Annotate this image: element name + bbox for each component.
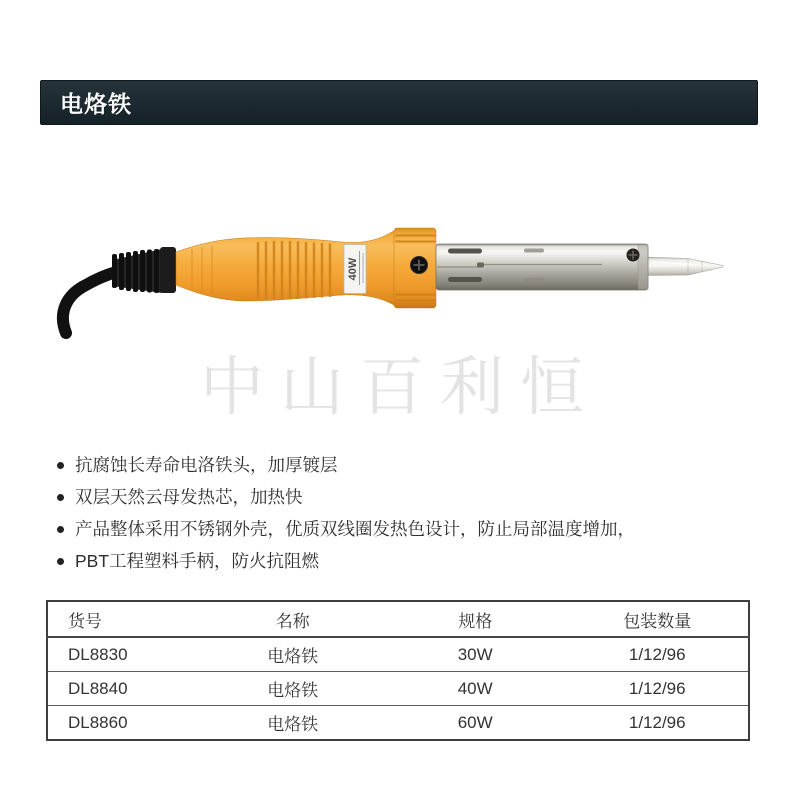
handle-grip [176,228,436,308]
cell-pack-qty: 1/12/96 [566,672,749,706]
section-title: 电烙铁 [60,91,132,117]
feature-item [40,449,760,481]
cell-item-no: DL8840 [47,672,201,706]
table-header-row [47,601,749,637]
table-row [47,706,749,741]
section-title-bar [40,80,758,125]
soldering-tip [644,257,723,276]
cell-name: 电烙铁 [201,637,384,672]
col-header-item-no: 货号 [47,601,201,637]
feature-item [40,481,760,513]
cable-boot [112,247,176,293]
cell-pack-qty: 1/12/96 [566,706,749,741]
feature-item [40,545,760,577]
col-header-name: 名称 [201,601,384,637]
feature-list [40,449,760,577]
barrel-screw [627,249,640,262]
feature-text: 双层天然云母发热芯，加热快 [75,487,303,507]
bullet-icon [57,526,64,533]
col-header-spec: 规格 [384,601,567,637]
feature-text: 产品整体采用不锈钢外壳，优质双线圈发热色设计，防止局部温度增加， [75,519,635,539]
feature-text: 抗腐蚀长寿命电洛铁头，加厚镀层 [75,455,338,475]
cell-item-no: DL8860 [47,706,201,741]
feature-text: PBT工程塑料手柄，防火抗阻燃 [75,551,320,571]
wattage-label [344,245,366,294]
bullet-icon [57,494,64,501]
cell-spec: 30W [384,637,567,672]
cell-pack-qty: 1/12/96 [566,637,749,672]
cell-spec: 60W [384,706,567,741]
cell-item-no: DL8830 [47,637,201,672]
bullet-icon [57,462,64,469]
cell-spec: 40W [384,672,567,706]
wattage-label-text: 40W [347,257,359,281]
handle-screw [411,257,428,274]
power-cord [63,272,116,333]
table-row [47,672,749,706]
spec-table [46,600,750,741]
bullet-icon [57,558,64,565]
barrel-end-cap [638,245,648,290]
feature-item [40,513,760,545]
col-header-pack-qty: 包装数量 [566,601,749,637]
cell-name: 电烙铁 [201,672,384,706]
watermark: 中山百利恒 [200,351,600,425]
table-row [47,637,749,672]
heat-barrel [436,244,648,290]
product-image [40,185,760,435]
cell-name: 电烙铁 [201,706,384,741]
